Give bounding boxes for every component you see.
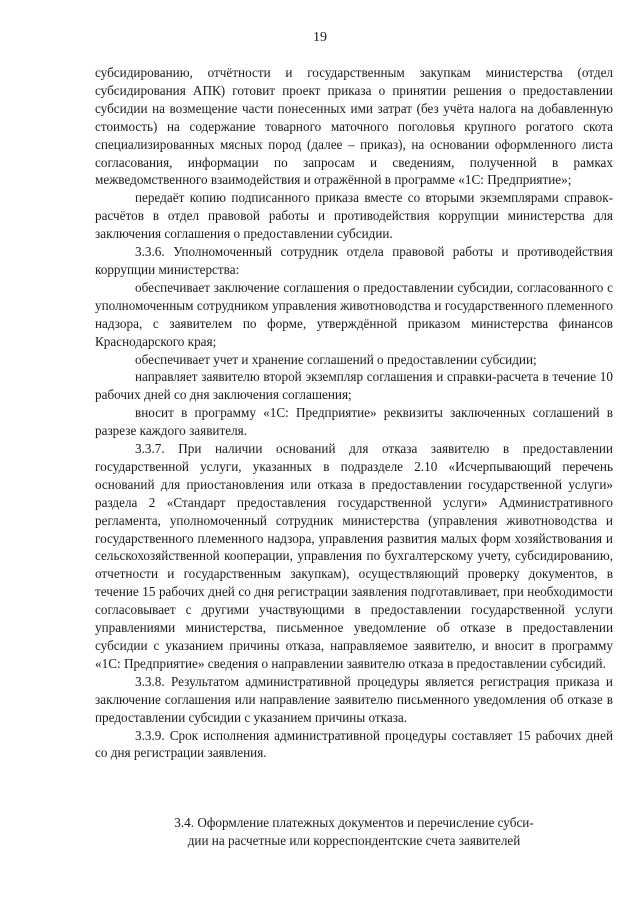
paragraph: направляет заявителю второй экземпляр соглашения и справки-расчета в течение 10 рабочих дней со дня заключения соглашения; [95, 369, 613, 403]
document-body [95, 64, 613, 762]
page-number: 19 [313, 30, 327, 45]
paragraph: 3.3.6. Уполномоченный сотрудник отдела правовой работы и противодействия коррупции министерства: [95, 244, 613, 277]
paragraph: передаёт копию подписанного приказа вместе со вторыми экземплярами справок-расчётов в отдел правовой работы и противодействия коррупции министерства для заключения соглашения о предоставлении субсидии. [95, 190, 613, 242]
paragraph: обеспечивает заключение соглашения о предоставлении субсидии, согласованного с уполномоченным сотрудником управления животноводства и государственного племенного надзора, с заявителем по форме, утверждённой приказом министерства финансов Краснодарского края; [95, 279, 613, 349]
paragraph: 3.3.9. Срок исполнения административной процедуры составляет 15 рабочих дней со дня регистрации заявления. [95, 727, 613, 761]
paragraph: 3.3.8. Результатом административной процедуры является регистрация приказа и заключение соглашения или направление заявителю письменного уведомления об отказе в предоставлении субсидии с указанием причины отказа. [95, 673, 613, 725]
paragraph: субсидированию, отчётности и государственным закупкам министерства (отдел субсидирования АПК) готовит проект приказа о принятии решения о предоставлении субсидии на возмещение части понесенных ими затрат (без учёта налога на добавленную стоимость) на содержание товарного маточного поголовья крупного рогатого скота специализированных мясных пород (далее – приказ), на основании оформленного листа согласования, информации по запросам и сведениям, полученной в рамках межведомственного взаимодействия и отражённой в программе «1С: Предприятие»; [95, 65, 613, 188]
section-heading-line: 3.4. Оформление платежных документов и перечисление субси- [174, 815, 534, 830]
paragraph: обеспечивает учет и хранение соглашений о предоставлении субсидии; [135, 351, 537, 367]
section-heading-line: дии на расчетные или корреспондентские счета заявителей [187, 833, 521, 848]
paragraph: 3.3.7. При наличии оснований для отказа заявителю в предоставлении государственной услуги, указанных в подразделе 2.10 «Исчерпывающий перечень оснований для приостановления или отказа в предоставлении государственной услуги» раздела 2 «Стандарт предоставления государственной услуги» Административного регламента, уполномоченный сотрудник министерства (управления животноводства и государственного племенного надзора, управления развития малых форм хозяйствования и сельскохозяйственной кооперации, управления по бухгалтерскому учету, субсидированию, отчетности и государственным закупкам), осуществляющий проверку документов, в течение 15 рабочих дней со дня регистрации заявления подготавливает, при необходимости согласовывает с другими участвующими в предоставлении государственной услуги управлениями министерства, письменное уведомление об отказе в предоставлении субсидии с указанием причины отказа, направляемое заявителю, и вносит в программу «1С: Предприятие» сведения о направлении заявителю отказа в предоставлении субсидий. [95, 441, 613, 671]
paragraph: вносит в программу «1С: Предприятие» реквизиты заключенных соглашений в разрезе каждого заявителя. [95, 405, 613, 439]
section-heading [95, 814, 613, 850]
